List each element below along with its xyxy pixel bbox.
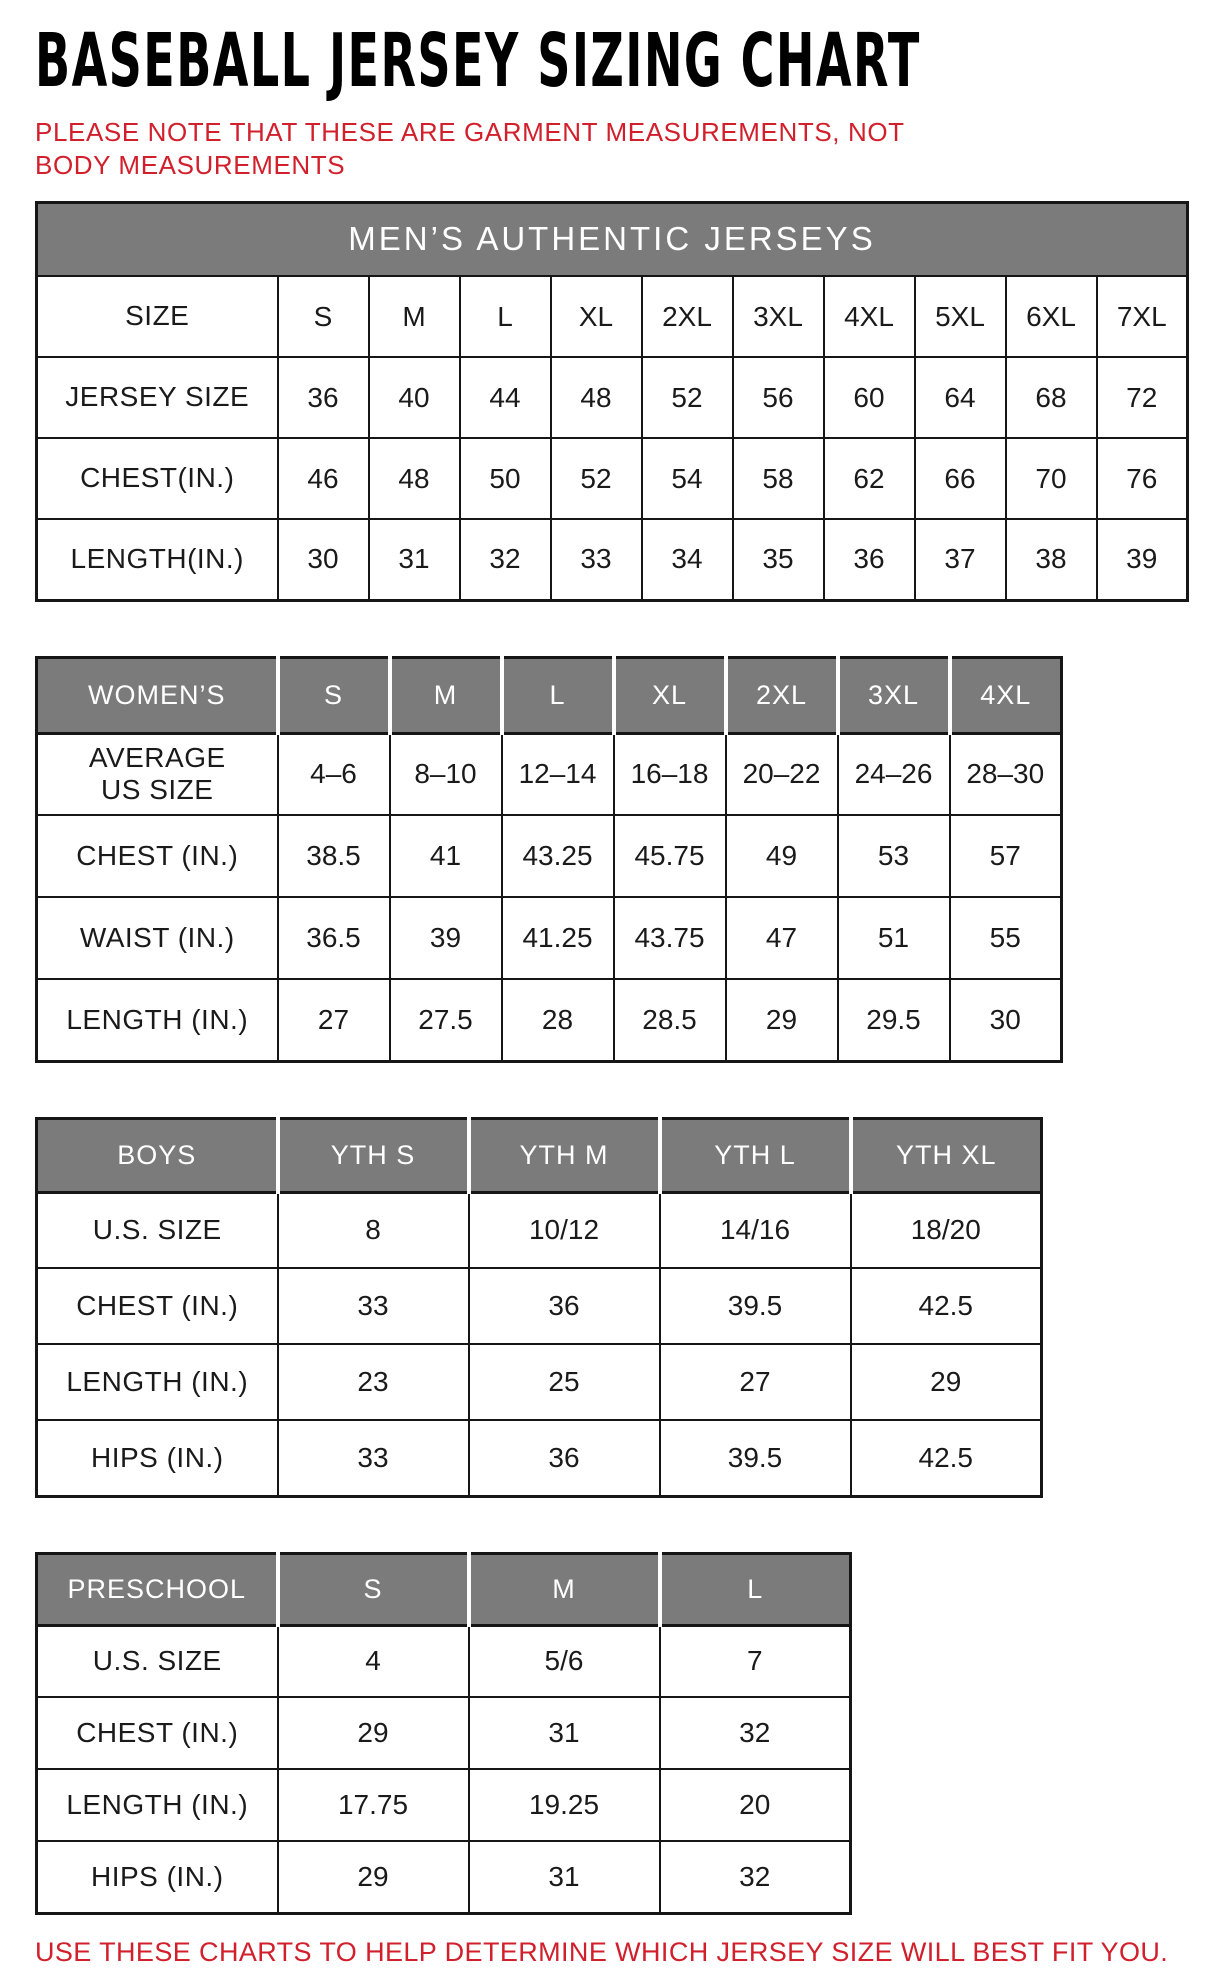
table-cell: 8 bbox=[278, 1192, 469, 1268]
table-cell: 8–10 bbox=[390, 733, 502, 815]
table-cell: 70 bbox=[1006, 438, 1097, 519]
table-cell: 35 bbox=[733, 519, 824, 600]
table-cell: 29 bbox=[278, 1841, 469, 1913]
table-cell: 42.5 bbox=[851, 1268, 1042, 1344]
mens-table bbox=[35, 201, 1189, 602]
row-label: U.S. SIZE bbox=[37, 1192, 278, 1268]
table-cell: 27 bbox=[278, 979, 390, 1061]
table-cell: 17.75 bbox=[278, 1769, 469, 1841]
boys-table bbox=[35, 1117, 1043, 1498]
table-cell: 4–6 bbox=[278, 733, 390, 815]
table-cell: 29.5 bbox=[838, 979, 950, 1061]
table-cell: 29 bbox=[278, 1697, 469, 1769]
table-cell: 43.75 bbox=[614, 897, 726, 979]
table-cell: 44 bbox=[460, 357, 551, 438]
table-cell: 50 bbox=[460, 438, 551, 519]
column-header: L bbox=[502, 657, 614, 733]
row-label: HIPS (IN.) bbox=[37, 1420, 278, 1496]
table-cell: 24–26 bbox=[838, 733, 950, 815]
table-cell: 36 bbox=[278, 357, 369, 438]
table-cell: 72 bbox=[1097, 357, 1188, 438]
column-header: L bbox=[660, 1553, 851, 1625]
table-cell: 39.5 bbox=[660, 1420, 851, 1496]
column-header: 2XL bbox=[726, 657, 838, 733]
corner-header: PRESCHOOL bbox=[37, 1553, 278, 1625]
table-cell: 54 bbox=[642, 438, 733, 519]
womens-table bbox=[35, 656, 1063, 1063]
table-cell: 12–14 bbox=[502, 733, 614, 815]
table-cell: 47 bbox=[726, 897, 838, 979]
column-header: 4XL bbox=[950, 657, 1062, 733]
table-cell: 42.5 bbox=[851, 1420, 1042, 1496]
column-header: S bbox=[278, 657, 390, 733]
table-cell: 36 bbox=[824, 519, 915, 600]
table-cell: XL bbox=[551, 276, 642, 357]
table-cell: 32 bbox=[460, 519, 551, 600]
table-cell: 49 bbox=[726, 815, 838, 897]
row-label: LENGTH (IN.) bbox=[37, 979, 278, 1061]
row-label: LENGTH (IN.) bbox=[37, 1769, 278, 1841]
table-cell: 64 bbox=[915, 357, 1006, 438]
row-label: LENGTH(IN.) bbox=[37, 519, 278, 600]
table-cell: 23 bbox=[278, 1344, 469, 1420]
row-label: CHEST (IN.) bbox=[37, 815, 278, 897]
table-cell: 48 bbox=[369, 438, 460, 519]
table-cell: 36 bbox=[469, 1420, 660, 1496]
mens-caption: MEN’S AUTHENTIC JERSEYS bbox=[37, 202, 1188, 276]
table-cell: 2XL bbox=[642, 276, 733, 357]
table-cell: 5/6 bbox=[469, 1625, 660, 1697]
preschool-table bbox=[35, 1552, 852, 1915]
table-cell: 28.5 bbox=[614, 979, 726, 1061]
table-cell: 43.25 bbox=[502, 815, 614, 897]
table-cell: 10/12 bbox=[469, 1192, 660, 1268]
table-cell: 57 bbox=[950, 815, 1062, 897]
table-cell: 7XL bbox=[1097, 276, 1188, 357]
table-cell: 48 bbox=[551, 357, 642, 438]
table-cell: 53 bbox=[838, 815, 950, 897]
table-cell: 55 bbox=[950, 897, 1062, 979]
column-header: S bbox=[278, 1553, 469, 1625]
footer-note: USE THESE CHARTS TO HELP DETERMINE WHICH JERSEY SIZE WILL BEST FIT YOU. bbox=[35, 1936, 1169, 1967]
table-cell: 30 bbox=[950, 979, 1062, 1061]
table-cell: 7 bbox=[660, 1625, 851, 1697]
table-cell: 32 bbox=[660, 1697, 851, 1769]
table-cell: 45.75 bbox=[614, 815, 726, 897]
table-cell: 56 bbox=[733, 357, 824, 438]
table-cell: 5XL bbox=[915, 276, 1006, 357]
table-cell: 6XL bbox=[1006, 276, 1097, 357]
table-cell: 3XL bbox=[733, 276, 824, 357]
table-cell: 38 bbox=[1006, 519, 1097, 600]
corner-header: BOYS bbox=[37, 1118, 278, 1192]
garment-measurements-note: PLEASE NOTE THAT THESE ARE GARMENT MEASUREMENTS, NOT BODY MEASUREMENTS bbox=[35, 117, 905, 181]
table-cell: 4 bbox=[278, 1625, 469, 1697]
table-cell: 31 bbox=[369, 519, 460, 600]
table-cell: 27 bbox=[660, 1344, 851, 1420]
row-label: LENGTH (IN.) bbox=[37, 1344, 278, 1420]
table-cell: 41.25 bbox=[502, 897, 614, 979]
table-cell: 14/16 bbox=[660, 1192, 851, 1268]
table-cell: S bbox=[278, 276, 369, 357]
page-title bbox=[35, 18, 1185, 108]
table-cell: 36.5 bbox=[278, 897, 390, 979]
table-cell: 39 bbox=[1097, 519, 1188, 600]
table-cell: 27.5 bbox=[390, 979, 502, 1061]
table-cell: 4XL bbox=[824, 276, 915, 357]
table-cell: 38.5 bbox=[278, 815, 390, 897]
table-cell: 68 bbox=[1006, 357, 1097, 438]
table-cell: 60 bbox=[824, 357, 915, 438]
table-cell: 31 bbox=[469, 1841, 660, 1913]
table-cell: 19.25 bbox=[469, 1769, 660, 1841]
table-cell: 52 bbox=[642, 357, 733, 438]
table-cell: 25 bbox=[469, 1344, 660, 1420]
column-header: M bbox=[469, 1553, 660, 1625]
table-cell: 18/20 bbox=[851, 1192, 1042, 1268]
table-cell: 39 bbox=[390, 897, 502, 979]
column-header: 3XL bbox=[838, 657, 950, 733]
corner-header: WOMEN’S bbox=[37, 657, 278, 733]
table-cell: 20–22 bbox=[726, 733, 838, 815]
table-cell: M bbox=[369, 276, 460, 357]
table-cell: 62 bbox=[824, 438, 915, 519]
row-label: U.S. SIZE bbox=[37, 1625, 278, 1697]
table-cell: 30 bbox=[278, 519, 369, 600]
table-cell: 33 bbox=[278, 1420, 469, 1496]
column-header: XL bbox=[614, 657, 726, 733]
row-label: SIZE bbox=[37, 276, 278, 357]
table-cell: L bbox=[460, 276, 551, 357]
table-cell: 28 bbox=[502, 979, 614, 1061]
table-cell: 66 bbox=[915, 438, 1006, 519]
table-cell: 33 bbox=[278, 1268, 469, 1344]
table-cell: 32 bbox=[660, 1841, 851, 1913]
table-cell: 52 bbox=[551, 438, 642, 519]
table-cell: 40 bbox=[369, 357, 460, 438]
table-cell: 28–30 bbox=[950, 733, 1062, 815]
row-label: CHEST (IN.) bbox=[37, 1268, 278, 1344]
table-cell: 29 bbox=[851, 1344, 1042, 1420]
table-cell: 33 bbox=[551, 519, 642, 600]
row-label: CHEST (IN.) bbox=[37, 1697, 278, 1769]
table-cell: 36 bbox=[469, 1268, 660, 1344]
page-title-text: BASEBALL JERSEY SIZING CHART bbox=[35, 18, 921, 105]
column-header: M bbox=[390, 657, 502, 733]
row-label: AVERAGE US SIZE bbox=[37, 733, 278, 815]
column-header: YTH M bbox=[469, 1118, 660, 1192]
table-cell: 31 bbox=[469, 1697, 660, 1769]
table-cell: 58 bbox=[733, 438, 824, 519]
column-header: YTH S bbox=[278, 1118, 469, 1192]
row-label: WAIST (IN.) bbox=[37, 897, 278, 979]
table-cell: 37 bbox=[915, 519, 1006, 600]
table-cell: 34 bbox=[642, 519, 733, 600]
table-cell: 20 bbox=[660, 1769, 851, 1841]
table-cell: 46 bbox=[278, 438, 369, 519]
table-cell: 16–18 bbox=[614, 733, 726, 815]
tables bbox=[35, 201, 1185, 1915]
column-header: YTH L bbox=[660, 1118, 851, 1192]
table-cell: 29 bbox=[726, 979, 838, 1061]
table-cell: 39.5 bbox=[660, 1268, 851, 1344]
row-label: JERSEY SIZE bbox=[37, 357, 278, 438]
row-label: CHEST(IN.) bbox=[37, 438, 278, 519]
column-header: YTH XL bbox=[851, 1118, 1042, 1192]
table-cell: 41 bbox=[390, 815, 502, 897]
row-label: HIPS (IN.) bbox=[37, 1841, 278, 1913]
table-cell: 76 bbox=[1097, 438, 1188, 519]
table-cell: 51 bbox=[838, 897, 950, 979]
